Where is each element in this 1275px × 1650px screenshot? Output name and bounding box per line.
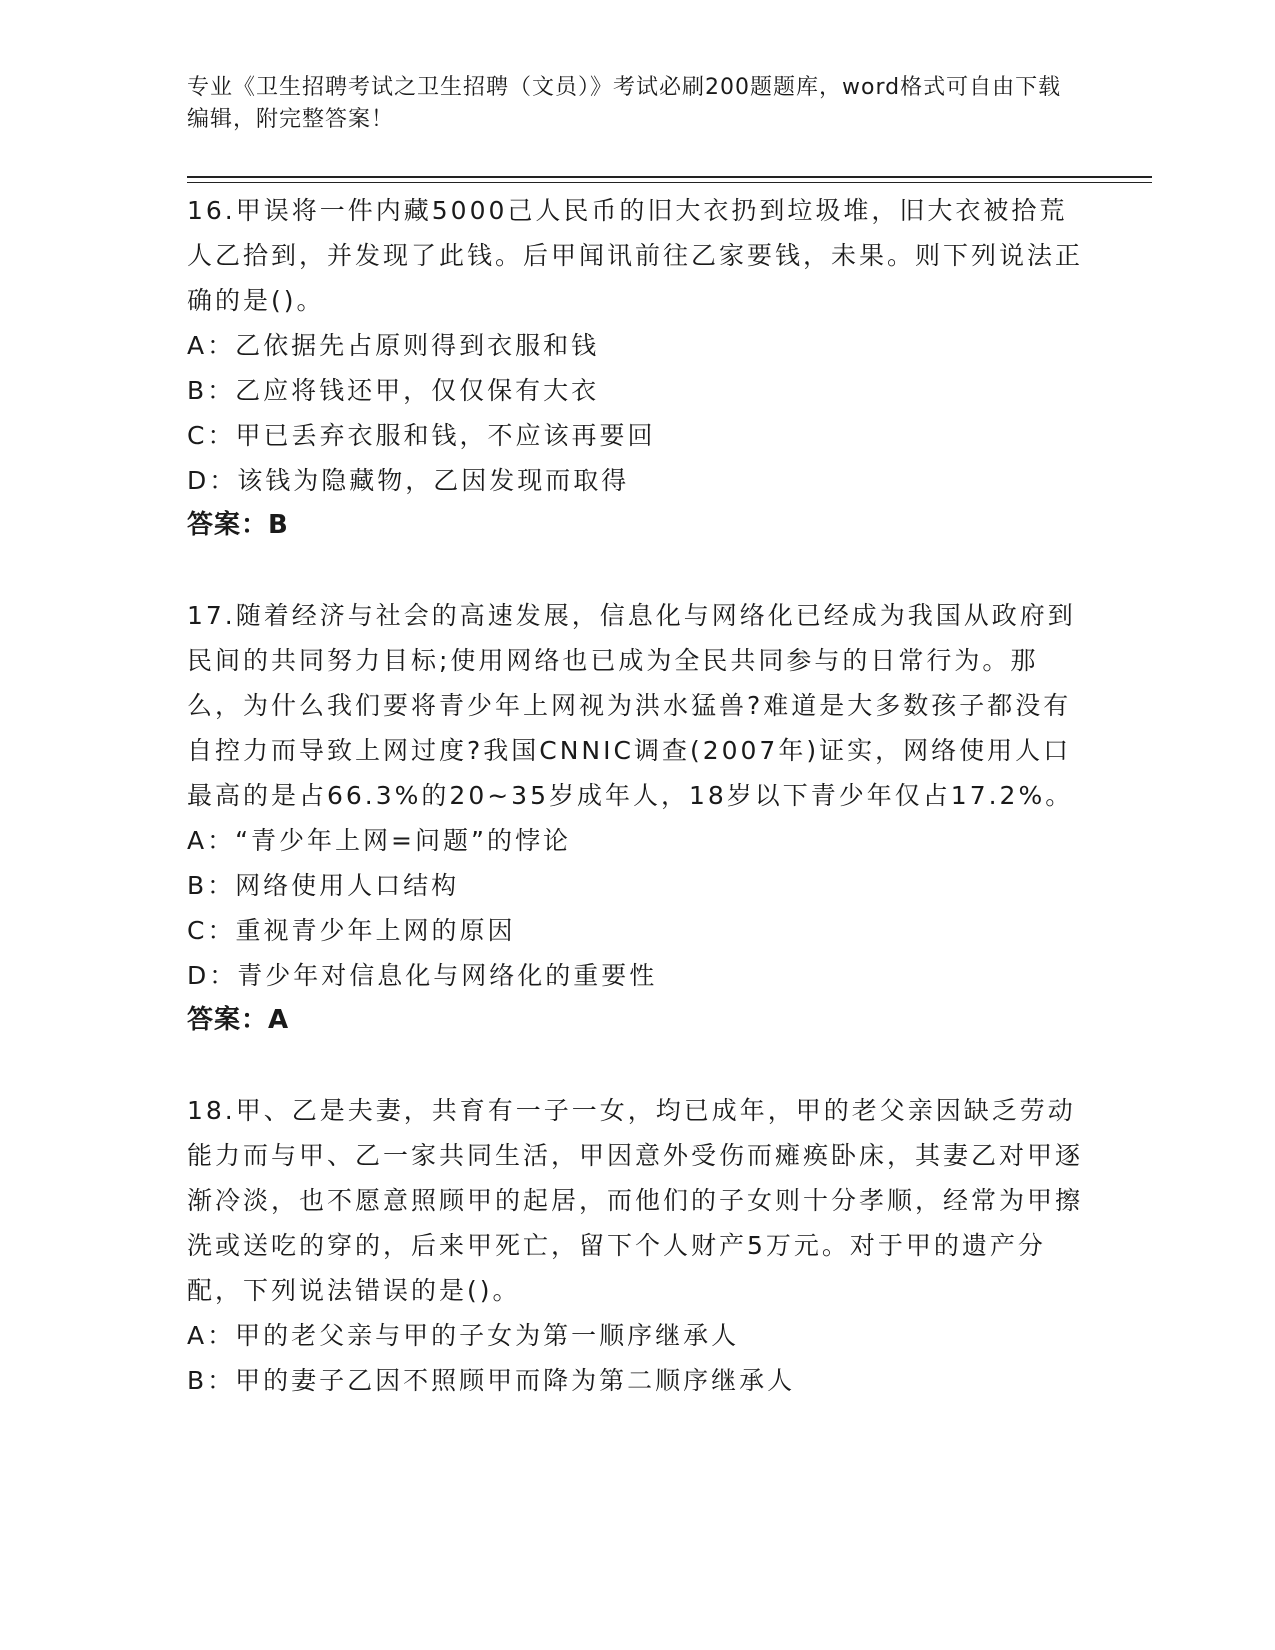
question-spacer: [187, 548, 1087, 593]
option-a: A：乙依据先占原则得到衣服和钱: [187, 331, 600, 360]
question-18: [187, 1088, 1087, 1403]
option-c: C：重视青少年上网的原因: [187, 916, 516, 945]
question-stem: 16.甲误将一件内藏5000己人民币的旧大衣扔到垃圾堆，旧大衣被拾荒人乙拾到，并发现了此钱。后甲闻讯前往乙家要钱，未果。则下列说法正确的是()。: [187, 196, 1084, 315]
header-divider-thick: [187, 176, 1152, 178]
option-a: A：甲的老父亲与甲的子女为第一顺序继承人: [187, 1321, 740, 1350]
question-16: [187, 188, 1087, 548]
option-d: D：青少年对信息化与网络化的重要性: [187, 961, 658, 990]
option-a: A：“青少年上网=问题”的悖论: [187, 826, 571, 855]
option-c: C：甲已丢弃衣服和钱，不应该再要回: [187, 421, 656, 450]
answer: 答案：A: [187, 1005, 290, 1035]
question-list: [187, 188, 1087, 1403]
answer: 答案：B: [187, 510, 289, 540]
option-b: B：甲的妻子乙因不照顾甲而降为第二顺序继承人: [187, 1366, 796, 1395]
question-17: [187, 593, 1087, 1043]
question-stem: 17.随着经济与社会的高速发展，信息化与网络化已经成为我国从政府到民间的共同努力目标;使用网络也已成为全民共同参与的日常行为。那么，为什么我们要将青少年上网视为洪水猛兽?难道是大多数孩子都没有自控力而导致上网过度?我国CNNIC调查(2007年)证实，网络使用人口最高的是占66.3%的20~35岁成年人，18岁以下青少年仅占17.2%。: [187, 601, 1076, 810]
question-stem: 18.甲、乙是夫妻，共育有一子一女，均已成年，甲的老父亲因缺乏劳动能力而与甲、乙一家共同生活，甲因意外受伤而瘫痪卧床，其妻乙对甲逐渐冷淡，也不愿意照顾甲的起居，而他们的子女则十分孝顺，经常为甲擦洗或送吃的穿的，后来甲死亡，留下个人财产5万元。对于甲的遗产分配，下列说法错误的是()。: [187, 1096, 1084, 1305]
header-divider-thin: [187, 182, 1152, 183]
option-b: B：网络使用人口结构: [187, 871, 460, 900]
option-d: D：该钱为隐藏物，乙因发现而取得: [187, 466, 630, 495]
question-spacer: [187, 1043, 1087, 1088]
document-header-title: 专业《卫生招聘考试之卫生招聘（文员）》考试必刷200题题库，word格式可自由下载编辑，附完整答案！: [187, 75, 1062, 132]
option-b: B：乙应将钱还甲，仅仅保有大衣: [187, 376, 600, 405]
